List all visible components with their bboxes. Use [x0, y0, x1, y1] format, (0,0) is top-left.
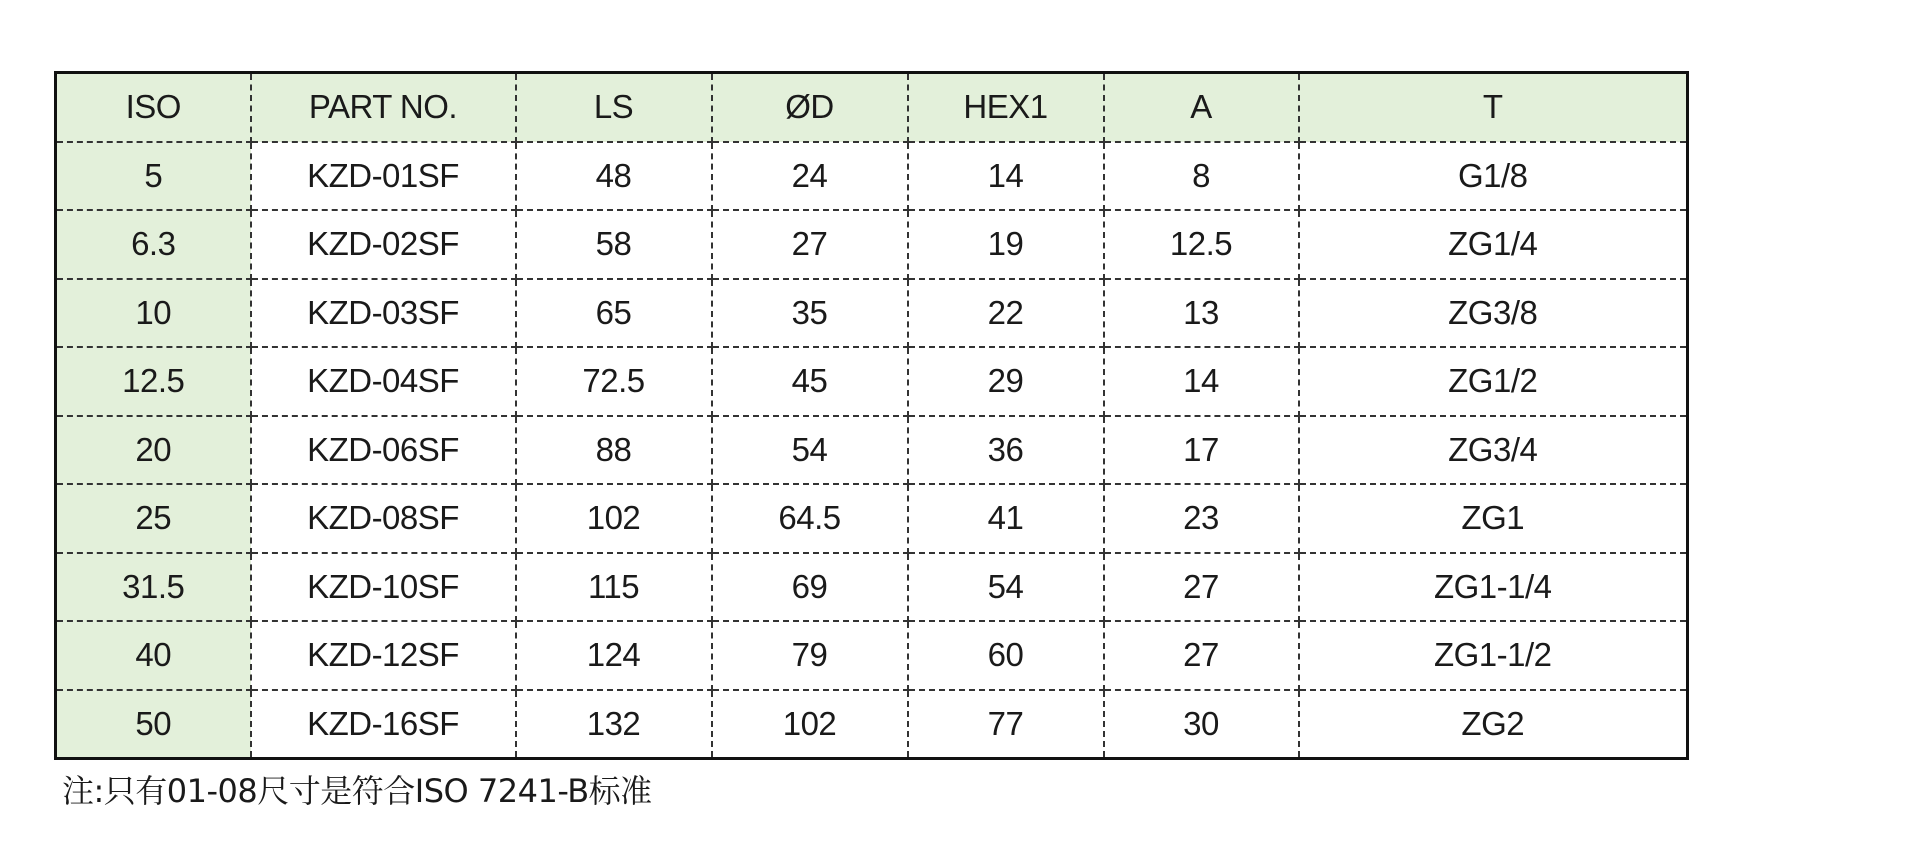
cell-part-no: KZD-02SF [251, 210, 516, 279]
cell-hex1: 22 [908, 279, 1104, 348]
cell-diameter: 27 [712, 210, 908, 279]
cell-t: ZG3/4 [1299, 416, 1688, 485]
cell-t: ZG1-1/4 [1299, 553, 1688, 622]
header-cell-part-no: PART NO. [251, 73, 516, 142]
cell-t: ZG1/2 [1299, 347, 1688, 416]
table-row [56, 416, 1688, 485]
cell-a: 17 [1104, 416, 1299, 485]
table-row [56, 210, 1688, 279]
cell-t: ZG2 [1461, 704, 1525, 742]
cell-hex1: 60 [908, 621, 1104, 690]
cell-iso: 10 [56, 279, 251, 348]
cell-ls: 58 [516, 210, 712, 279]
header-row [56, 73, 1688, 142]
cell-diameter: 24 [712, 142, 908, 211]
table-row [56, 621, 1688, 690]
spec-table [54, 71, 1689, 760]
table-row [56, 553, 1688, 622]
cell-hex1: 14 [908, 142, 1104, 211]
cell-a: 30 [1104, 690, 1299, 759]
cell-a: 27 [1104, 553, 1299, 622]
cell-t: G1/8 [1299, 142, 1688, 211]
header-cell-iso: ISO [56, 73, 251, 142]
cell-a: 12.5 [1104, 210, 1299, 279]
cell-diameter: 45 [712, 347, 908, 416]
cell-ls: 48 [516, 142, 712, 211]
cell-hex1: 41 [908, 484, 1104, 553]
cell-ls: 115 [516, 553, 712, 622]
cell-iso: 20 [56, 416, 251, 485]
cell-t: ZG3/8 [1299, 279, 1688, 348]
cell-iso: 50 [56, 690, 251, 759]
cell-t: ZG1 [1299, 484, 1688, 553]
cell-diameter: 64.5 [712, 484, 908, 553]
cell-ls: 132 [516, 690, 712, 759]
table-header [56, 73, 1688, 142]
cell-a: 14 [1104, 347, 1299, 416]
cell-ls: 72.5 [516, 347, 712, 416]
cell-diameter: 54 [712, 416, 908, 485]
cell-ls: 102 [516, 484, 712, 553]
cell-ls: 124 [516, 621, 712, 690]
cell-hex1: 29 [908, 347, 1104, 416]
cell-iso: 5 [56, 142, 251, 211]
cell-hex1: 19 [908, 210, 1104, 279]
table-row [56, 142, 1688, 211]
table-body [56, 142, 1688, 759]
cell-t: ZG1-1/2 [1299, 621, 1688, 690]
header-cell-ls: LS [516, 73, 712, 142]
header-cell-diameter: ØD [712, 73, 908, 142]
table-row [56, 347, 1688, 416]
cell-ls: 88 [516, 416, 712, 485]
cell-t: ZG1/4 [1299, 210, 1688, 279]
cell-part-no: KZD-06SF [251, 416, 516, 485]
cell-part-no: KZD-01SF [251, 142, 516, 211]
cell-a: 27 [1104, 621, 1299, 690]
header-cell-a: A [1104, 73, 1299, 142]
table-row [56, 690, 1688, 759]
cell-part-no: KZD-08SF [251, 484, 516, 553]
cell-a: 23 [1104, 484, 1299, 553]
table-row [56, 279, 1688, 348]
cell-hex1: 77 [908, 690, 1104, 759]
cell-part-no: KZD-03SF [251, 279, 516, 348]
cell-part-no: KZD-16SF [251, 690, 516, 759]
cell-part-no: KZD-10SF [251, 553, 516, 622]
cell-part-no: KZD-12SF [251, 621, 516, 690]
cell-iso: 12.5 [56, 347, 251, 416]
cell-a: 13 [1104, 279, 1299, 348]
cell-diameter: 69 [712, 553, 908, 622]
cell-diameter: 35 [712, 279, 908, 348]
cell-iso: 25 [56, 484, 251, 553]
cell-diameter: 102 [712, 690, 908, 759]
table-row [56, 484, 1688, 553]
cell-diameter: 79 [712, 621, 908, 690]
cell-iso: 40 [56, 621, 251, 690]
cell-hex1: 36 [908, 416, 1104, 485]
cell-iso: 6.3 [56, 210, 251, 279]
cell-iso: 31.5 [56, 553, 251, 622]
cell-a: 8 [1104, 142, 1299, 211]
cell-ls: 65 [516, 279, 712, 348]
footnote: 注:只有01-08尺寸是符合ISO 7241-B标准 [62, 772, 652, 810]
cell-part-no: KZD-04SF [251, 347, 516, 416]
header-cell-t: T [1299, 73, 1688, 142]
header-cell-hex1: HEX1 [908, 73, 1104, 142]
cell-hex1: 54 [908, 553, 1104, 622]
